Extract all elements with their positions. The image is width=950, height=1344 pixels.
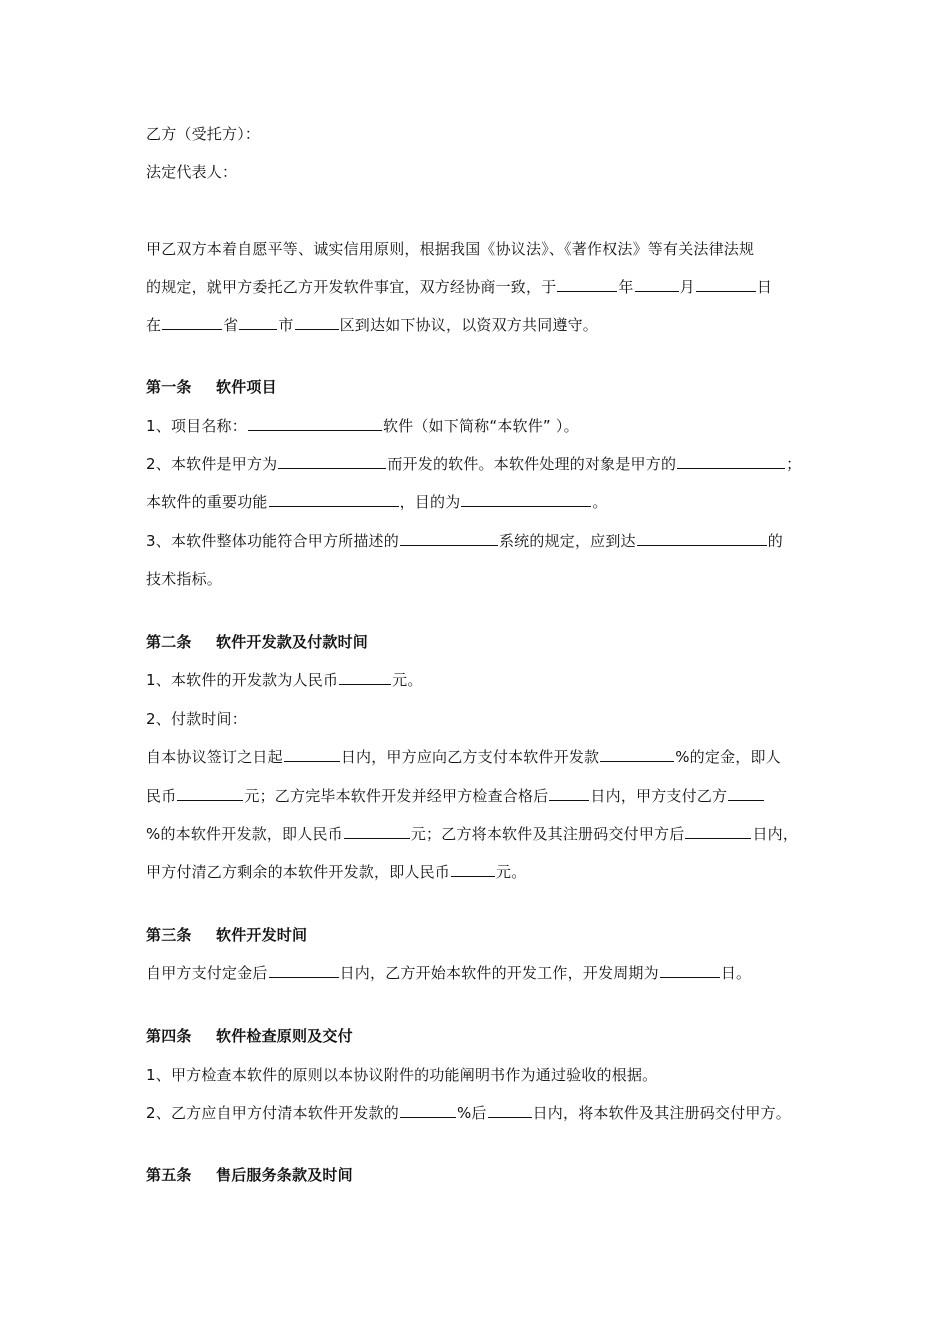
preamble-line-3 [146,315,598,335]
text: 民币 [146,787,177,805]
text: 。 [592,493,608,511]
art1-item-2 [146,454,801,474]
article-title: 软件开发款及付款时间 [216,633,369,651]
text: 日内，乙方开始本软件的开发工作，开发周期为 [339,964,659,982]
article-2-heading [146,632,368,652]
text: 的规定，就甲方委托乙方开发软件事宜，双方经协商一致，于 [146,278,557,296]
text: 2、乙方应自甲方付清本软件开发款的 [146,1104,399,1122]
text: 甲方付清乙方剩余的本软件开发款，即人民币 [146,863,451,881]
text: 元。 [392,671,423,689]
legal-rep-line: 法定代表人： [146,163,238,181]
amount-blank [339,670,391,685]
percent-blank [728,786,764,801]
text: 的 [767,532,783,550]
text: 日。 [720,964,752,982]
party-b-line: 乙方（受托方）： [146,125,261,143]
text: 日内， [752,825,799,843]
text: 系统的规定，应到达 [498,532,636,550]
percent-blank [600,747,674,762]
text: 1、本软件的开发款为人民币 [146,671,339,689]
article-number: 第二条 [146,633,192,651]
text: 3、本软件整体功能符合甲方所描述的 [146,532,399,550]
text: 元；乙方完毕本软件开发并经甲方检查合格后 [244,787,549,805]
art1-item-2-cont [146,492,608,512]
amount-blank [177,786,243,801]
art4-item-1: 1、甲方检查本软件的原则以本协议附件的功能阐明书作为通过验收的根据。 [146,1066,658,1084]
days-blank [549,786,589,801]
amount-blank [344,824,410,839]
amount-blank [451,862,495,877]
article-number: 第三条 [146,926,192,944]
text: 在 [146,316,162,334]
article-title: 软件开发时间 [216,926,308,944]
art4-item-2 [146,1103,791,1123]
text: 本软件的重要功能 [146,493,268,511]
function-blank [269,492,399,507]
article-5-heading [146,1165,353,1185]
text: ； [786,455,802,473]
text: %的本软件开发款，即人民币 [146,825,343,843]
art1-item-1 [146,416,579,436]
text: 2、本软件是甲方为 [146,455,278,473]
month-blank [635,277,679,292]
text: 日 [756,278,773,296]
article-number: 第一条 [146,378,192,396]
article-number: 第五条 [146,1166,192,1184]
text: 日内，甲方应向乙方支付本软件开发款 [340,748,600,766]
article-title: 软件检查原则及交付 [216,1027,353,1045]
art2-payment-line-1 [146,747,781,767]
percent-blank [400,1103,456,1118]
text: %的定金，即人 [675,748,781,766]
art2-payment-line-4 [146,862,526,882]
text: 市 [278,316,294,334]
year-blank [557,277,617,292]
text: 区到达如下协议，以资双方共同遵守。 [339,316,599,334]
city-blank [239,315,277,330]
day-blank [696,277,756,292]
text: 日内，甲方支付乙方 [590,787,728,805]
purpose-blank [278,454,386,469]
art2-payment-line-3 [146,824,798,844]
days-blank [284,747,340,762]
days-blank [685,824,751,839]
text: 日内，将本软件及其注册码交付甲方。 [532,1104,792,1122]
text: 月 [679,278,695,296]
article-title: 售后服务条款及时间 [216,1166,353,1184]
article-title: 软件项目 [216,378,277,396]
text: 自本协议签订之日起 [146,748,283,766]
art1-item-3 [146,531,783,551]
article-3-heading [146,925,307,945]
article-number: 第四条 [146,1027,192,1045]
article-4-heading [146,1026,353,1046]
art2-item-1 [146,670,423,690]
text: 元；乙方将本软件及其注册码交付甲方后 [410,825,685,843]
text: 年 [618,278,634,296]
preamble-line-1: 甲乙双方本着自愿平等、诚实信用原则，根据我国《协议法》、《著作权法》等有关法律法规 [146,240,755,258]
days-blank [488,1103,532,1118]
preamble-line-2 [146,277,772,297]
art3-item [146,963,751,983]
object-blank [677,454,785,469]
project-name-blank [248,416,382,431]
district-blank [295,315,339,330]
text: 自甲方支付定金后 [146,964,268,982]
article-1-heading [146,377,277,397]
text: %后 [456,1104,487,1122]
text: ，目的为 [399,493,461,511]
period-blank [660,963,720,978]
text: 而开发的软件。本软件处理的对象是甲方的 [387,455,677,473]
system-blank [400,531,498,546]
text: 软件（如下简称“本软件” ）。 [382,417,579,435]
art1-item-3-cont: 技术指标。 [146,570,223,588]
goal-blank [461,492,591,507]
art2-payment-line-2 [146,786,765,806]
art2-item-2: 2、付款时间： [146,710,247,728]
metric-blank [637,531,767,546]
province-blank [162,315,222,330]
text: 省 [223,316,239,334]
text: 1、项目名称： [146,417,247,435]
days-blank [269,963,339,978]
text: 元。 [496,863,527,881]
